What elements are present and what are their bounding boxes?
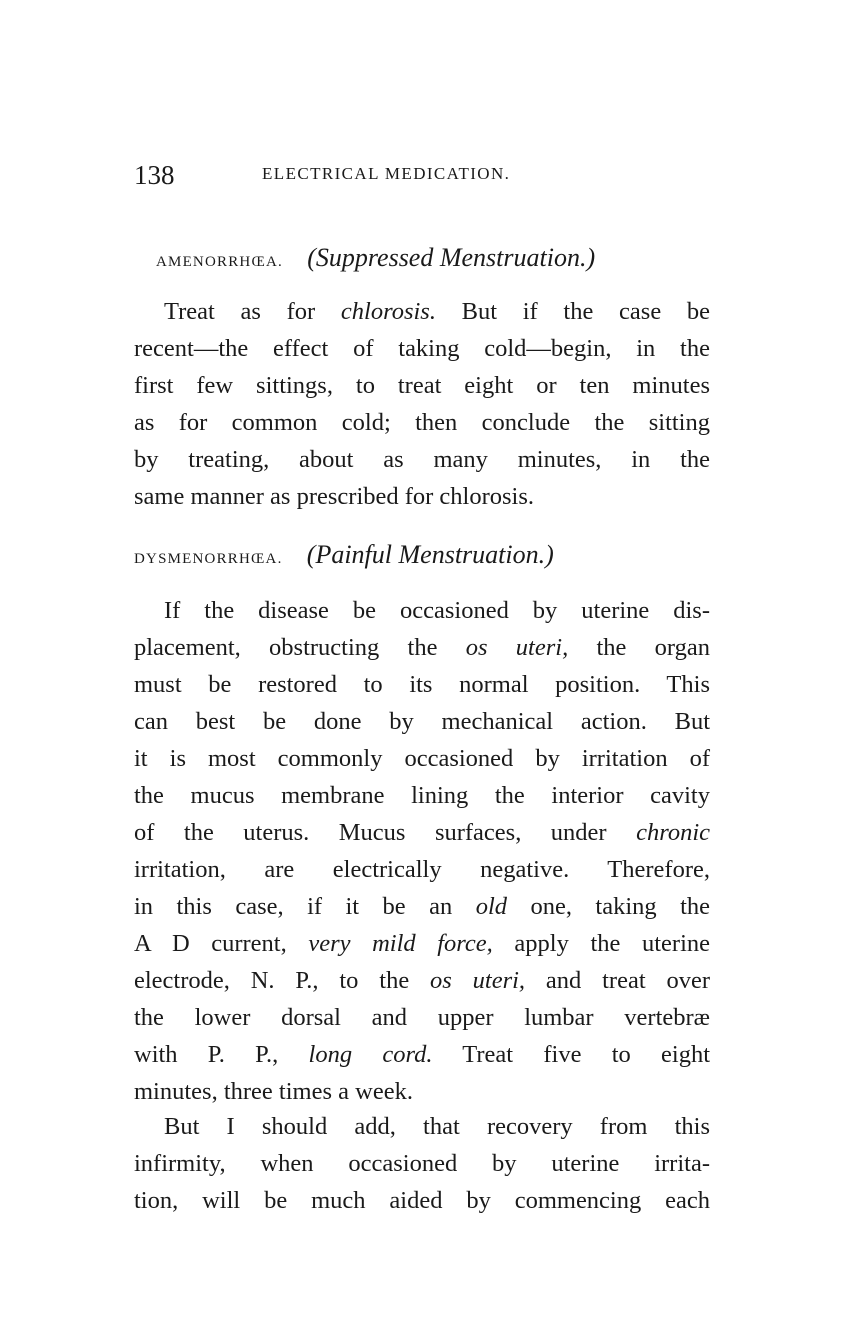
- text-line: recent—the effect of taking cold—begin, in the: [134, 335, 710, 362]
- text-line: placement, obstructing the os uteri, the organ: [134, 634, 711, 661]
- section-amenorrhoea: [134, 238, 710, 515]
- section-heading-amenorrhoea: [134, 238, 710, 278]
- text-line: in this case, if it be an old one, taking the: [134, 893, 711, 920]
- text-line: minutes, three times a week.: [134, 1078, 413, 1105]
- running-head: [134, 160, 734, 190]
- heading-subtitle: (Suppressed Menstruation.): [307, 243, 596, 272]
- text-line: with P. P., long cord. Treat five to eight: [134, 1041, 710, 1068]
- text-line: can best be done by mechanical action. But: [134, 708, 710, 735]
- section-dysmenorrhoea: [134, 535, 710, 1110]
- page-number: 138: [134, 160, 175, 190]
- text-line: the lower dorsal and upper lumbar vertebræ: [134, 1004, 710, 1031]
- text-line: If the disease be occasioned by uterine dis-: [164, 597, 710, 624]
- paragraph-continuation: [134, 1108, 710, 1219]
- heading-subtitle: (Painful Menstruation.): [306, 540, 554, 569]
- text-line: must be restored to its normal position. This: [134, 671, 710, 698]
- text-line: A D current, very mild force, apply the uterine: [134, 930, 711, 957]
- paragraph-dysmenorrhoea: [134, 592, 710, 1110]
- heading-term: DYSMENORRHŒA.: [134, 551, 283, 567]
- text-line: of the uterus. Mucus surfaces, under chronic: [134, 819, 711, 846]
- text-line: the mucus membrane lining the interior cavity: [134, 782, 710, 809]
- heading-term: AMENORRHŒA.: [156, 254, 283, 270]
- text-line: infirmity, when occasioned by uterine irrita-: [134, 1150, 710, 1177]
- text-line: first few sittings, to treat eight or ten minutes: [134, 372, 710, 399]
- text-line: by treating, about as many minutes, in the: [134, 446, 710, 473]
- text-line: electrode, N. P., to the os uteri, and treat over: [134, 967, 711, 994]
- section-heading-dysmenorrhoea: [134, 535, 710, 575]
- text-line: But I should add, that recovery from this: [164, 1113, 710, 1140]
- text-line: tion, will be much aided by commencing each: [134, 1187, 710, 1214]
- text-line: same manner as prescribed for chlorosis.: [134, 483, 535, 510]
- paragraph-amenorrhoea: [134, 293, 710, 515]
- text-line: it is most commonly occasioned by irritation of: [134, 745, 710, 772]
- running-title: ELECTRICAL MEDICATION.: [262, 164, 511, 183]
- text-line: irritation, are electrically negative. Therefore,: [134, 856, 710, 883]
- text-line: as for common cold; then conclude the sitting: [134, 409, 710, 436]
- text-line: Treat as for chlorosis. But if the case be: [164, 298, 711, 325]
